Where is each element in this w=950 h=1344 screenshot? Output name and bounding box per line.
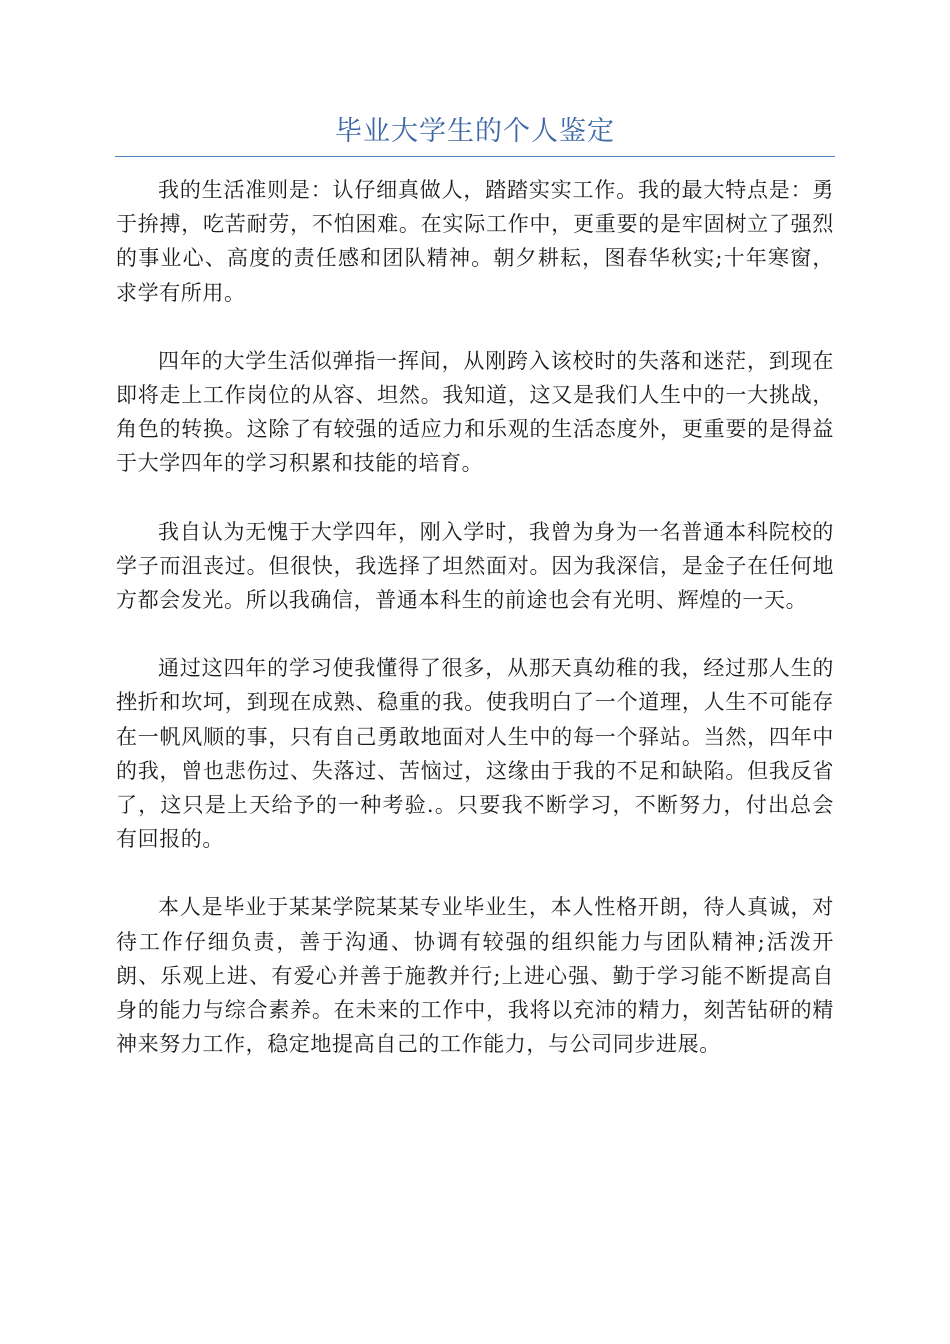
title-block bbox=[115, 112, 835, 157]
document-body bbox=[116, 173, 834, 1095]
paragraph-3: 我自认为无愧于大学四年，刚入学时，我曾为身为一名普通本科院校的学子而沮丧过。但很快，我选择了坦然面对。因为我深信，是金子在任何地方都会发光。所以我确信，普通本科生的前途也会有光明、辉煌的一天。 bbox=[116, 519, 834, 613]
paragraph-2: 四年的大学生活似弹指一挥间，从刚跨入该校时的失落和迷茫，到现在即将走上工作岗位的从容、坦然。我知道，这又是我们人生中的一大挑战，角色的转换。这除了有较强的适应力和乐观的生活态度外，更重要的是得益于大学四年的学习积累和技能的培育。 bbox=[116, 348, 834, 476]
document-title: 毕业大学生的个人鉴定 bbox=[335, 116, 615, 147]
paragraph-4: 通过这四年的学习使我懂得了很多，从那天真幼稚的我，经过那人生的挫折和坎坷，到现在成熟、稳重的我。使我明白了一个道理，人生不可能存在一帆风顺的事，只有自己勇敢地面对人生中的每一个驿站。当然，四年中的我，曾也悲伤过、失落过、苦恼过，这缘由于我的不足和缺陷。但我反省了，这只是上天给予的一种考验.。只要我不断学习，不断努力，付出总会有回报的。 bbox=[116, 656, 834, 852]
paragraph-1: 我的生活准则是：认仔细真做人，踏踏实实工作。我的最大特点是：勇于拚搏，吃苦耐劳，不怕困难。在实际工作中，更重要的是牢固树立了强烈的事业心、高度的责任感和团队精神。朝夕耕耘，图春华秋实;十年寒窗，求学有所用。 bbox=[116, 178, 834, 305]
paragraph-5: 本人是毕业于某某学院某某专业毕业生，本人性格开朗，待人真诚，对待工作仔细负责，善于沟通、协调有较强的组织能力与团队精神;活泼开朗、乐观上进、有爱心并善于施教并行;上进心强、勤于学习能不断提高自身的能力与综合素养。在未来的工作中，我将以充沛的精力，刻苦钻研的精神来努力工作，稳定地提高自己的工作能力，与公司同步进展。 bbox=[116, 895, 834, 1057]
